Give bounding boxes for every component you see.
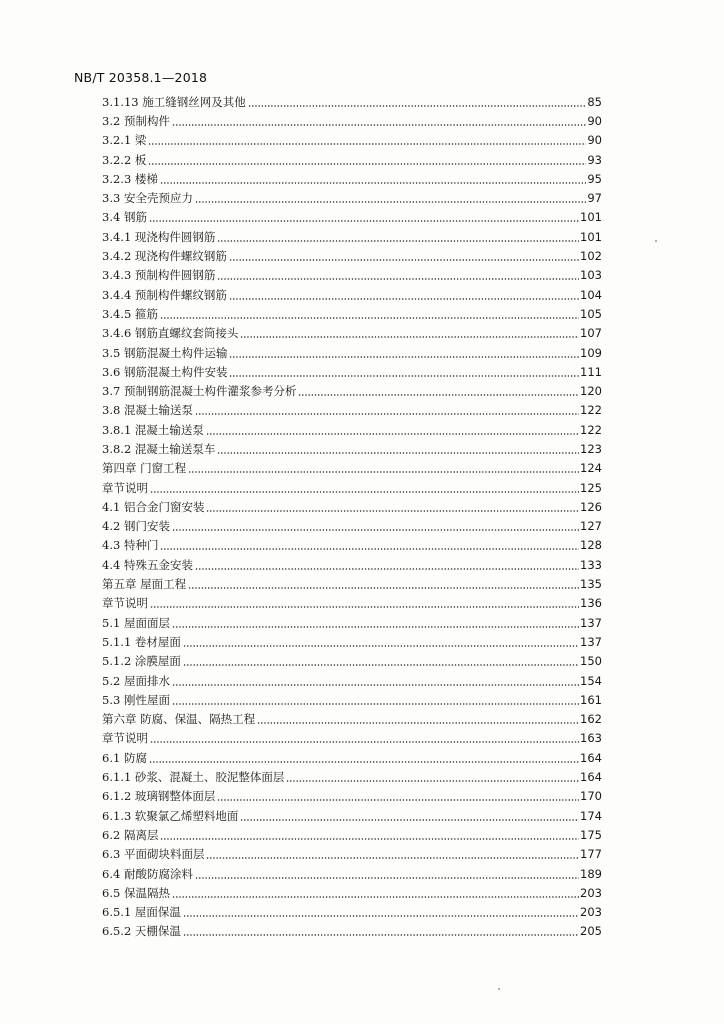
toc-dot-leader (229, 259, 579, 261)
toc-entry-page-number: 109 (580, 345, 602, 360)
toc-entry-title: 3.8.1 混凝土输送泵 (102, 422, 204, 437)
toc-dot-leader (217, 452, 579, 454)
toc-entry-title: 3.2.2 板 (102, 152, 147, 167)
toc-dot-leader (150, 491, 579, 493)
toc-entry-page-number: 150 (580, 654, 602, 669)
toc-entry-title: 3.4.4 预制构件螺纹钢筋 (102, 287, 227, 302)
toc-entry (102, 381, 602, 400)
document-code-header: NB/T 20358.1—2018 (74, 70, 208, 85)
toc-entry-page-number: 111 (580, 364, 602, 379)
toc-entry-page-number: 120 (580, 384, 602, 399)
toc-entry (102, 594, 602, 613)
toc-dot-leader (172, 529, 579, 531)
toc-entry-page-number: 107 (580, 326, 602, 341)
toc-entry-title: 6.1.2 玻璃钢整体面层 (102, 789, 216, 804)
toc-entry (102, 864, 602, 883)
toc-entry-title: 5.1.1 卷材屋面 (102, 634, 181, 649)
toc-dot-leader (257, 722, 579, 724)
toc-entry-title: 3.7 预制钢筋混凝土构件灌浆参考分析 (102, 384, 297, 399)
toc-entry (102, 748, 602, 767)
toc-entry (102, 497, 602, 516)
toc-entry (102, 478, 602, 497)
toc-entry (102, 131, 602, 150)
toc-entry (102, 825, 602, 844)
toc-entry (102, 517, 602, 536)
toc-entry (102, 208, 602, 227)
toc-dot-leader (229, 298, 579, 300)
toc-entry-title: 3.8 混凝土输送泵 (102, 403, 193, 418)
toc-entry-title: 3.4.1 现浇构件圆钢筋 (102, 229, 216, 244)
toc-entry-page-number: 189 (580, 866, 602, 881)
toc-entry (102, 690, 602, 709)
scan-speck (655, 240, 657, 242)
toc-entry (102, 188, 602, 207)
toc-entry-title: 3.8.2 混凝土输送泵车 (102, 441, 216, 456)
toc-entry-title: 3.1.13 施工缝钢丝网及其他 (102, 94, 246, 109)
toc-entry-title: 3.2.1 梁 (102, 133, 147, 148)
toc-entry-page-number: 101 (580, 229, 602, 244)
toc-entry (102, 710, 602, 729)
toc-entry-page-number: 95 (587, 171, 602, 186)
toc-entry (102, 729, 602, 748)
toc-dot-leader (172, 626, 579, 628)
toc-dot-leader (150, 606, 579, 608)
toc-entry (102, 459, 602, 478)
toc-entry-page-number: 125 (580, 480, 602, 495)
toc-dot-leader (286, 780, 579, 782)
toc-entry (102, 304, 602, 323)
toc-dot-leader (240, 336, 579, 338)
toc-entry-page-number: 103 (580, 268, 602, 283)
toc-entry-title: 第六章 防腐、保温、隔热工程 (102, 712, 256, 727)
toc-entry-title: 章节说明 (102, 596, 148, 611)
toc-entry-title: 3.6 钢筋混凝土构件安装 (102, 364, 228, 379)
toc-entry-page-number: 90 (587, 113, 602, 128)
toc-entry-title: 6.2 隔离层 (102, 827, 159, 842)
toc-entry (102, 227, 602, 246)
toc-entry-title: 6.5.2 天棚保温 (102, 924, 181, 939)
toc-entry (102, 150, 602, 169)
toc-entry (102, 111, 602, 130)
toc-dot-leader (195, 568, 579, 570)
toc-entry-page-number: 163 (580, 731, 602, 746)
toc-entry-page-number: 133 (580, 557, 602, 572)
toc-entry-title: 6.1.3 软聚氯乙烯塑料地面 (102, 808, 239, 823)
toc-entry (102, 845, 602, 864)
toc-entry-page-number: 174 (580, 808, 602, 823)
toc-entry (102, 767, 602, 786)
toc-entry-page-number: 170 (580, 789, 602, 804)
toc-dot-leader (188, 471, 579, 473)
toc-entry (102, 632, 602, 651)
toc-entry-page-number: 175 (580, 827, 602, 842)
toc-entry (102, 574, 602, 593)
toc-entry-page-number: 137 (580, 634, 602, 649)
toc-entry (102, 169, 602, 188)
toc-entry (102, 343, 602, 362)
toc-entry-page-number: 177 (580, 847, 602, 862)
toc-entry-title: 3.4.5 箍筋 (102, 306, 158, 321)
toc-entry-page-number: 105 (580, 306, 602, 321)
toc-entry-title: 6.5.1 屋面保温 (102, 905, 181, 920)
toc-entry-page-number: 93 (587, 152, 602, 167)
toc-dot-leader (160, 838, 579, 840)
toc-entry-title: 第四章 门窗工程 (102, 461, 187, 476)
toc-entry (102, 652, 602, 671)
toc-entry (102, 324, 602, 343)
toc-entry-page-number: 122 (580, 403, 602, 418)
toc-dot-leader (217, 278, 579, 280)
toc-entry-title: 章节说明 (102, 731, 148, 746)
toc-dot-leader (149, 761, 579, 763)
toc-entry-title: 4.1 铝合金门窗安装 (102, 499, 205, 514)
toc-entry-page-number: 203 (580, 905, 602, 920)
toc-entry-page-number: 85 (587, 94, 602, 109)
toc-entry-page-number: 97 (587, 191, 602, 206)
toc-entry-page-number: 137 (580, 615, 602, 630)
toc-entry-title: 5.1.2 涂膜屋面 (102, 654, 181, 669)
toc-entry-page-number: 161 (580, 692, 602, 707)
toc-entry-title: 3.5 钢筋混凝土构件运输 (102, 345, 228, 360)
toc-entry-page-number: 101 (580, 210, 602, 225)
toc-entry-title: 3.4.6 钢筋直螺纹套筒接头 (102, 326, 239, 341)
toc-entry-page-number: 154 (580, 673, 602, 688)
toc-dot-leader (160, 182, 586, 184)
toc-dot-leader (248, 105, 587, 107)
toc-dot-leader (188, 587, 579, 589)
toc-dot-leader (195, 413, 579, 415)
toc-entry-title: 5.1 屋面面层 (102, 615, 170, 630)
toc-dot-leader (229, 356, 579, 358)
toc-entry-title: 6.3 平面砌块料面层 (102, 847, 205, 862)
toc-dot-leader (149, 220, 579, 222)
toc-entry-title: 3.4.2 现浇构件螺纹钢筋 (102, 249, 227, 264)
toc-dot-leader (206, 857, 579, 859)
toc-entry-page-number: 135 (580, 577, 602, 592)
toc-entry (102, 266, 602, 285)
toc-dot-leader (229, 375, 579, 377)
toc-entry (102, 401, 602, 420)
toc-dot-leader (183, 915, 579, 917)
scan-speck (498, 988, 500, 990)
toc-entry-page-number: 102 (580, 249, 602, 264)
toc-entry-page-number: 205 (580, 924, 602, 939)
toc-entry-title: 4.3 特种门 (102, 538, 159, 553)
toc-entry (102, 902, 602, 921)
toc-entry (102, 883, 602, 902)
toc-entry-page-number: 90 (587, 133, 602, 148)
toc-dot-leader (160, 548, 579, 550)
toc-entry-title: 3.2.3 楼梯 (102, 171, 158, 186)
toc-dot-leader (206, 510, 579, 512)
toc-entry-title: 6.4 耐酸防腐涂料 (102, 866, 193, 881)
toc-entry-title: 5.2 屋面排水 (102, 673, 170, 688)
toc-entry-page-number: 128 (580, 538, 602, 553)
toc-entry (102, 439, 602, 458)
toc-entry-title: 6.5 保温隔热 (102, 885, 170, 900)
toc-dot-leader (183, 645, 579, 647)
toc-entry (102, 536, 602, 555)
toc-entry-page-number: 164 (580, 750, 602, 765)
toc-entry (102, 285, 602, 304)
toc-entry (102, 362, 602, 381)
toc-entry-title: 第五章 屋面工程 (102, 577, 187, 592)
toc-entry-page-number: 136 (580, 596, 602, 611)
toc-dot-leader (172, 124, 586, 126)
toc-dot-leader (183, 934, 579, 936)
toc-dot-leader (217, 799, 579, 801)
table-of-contents (102, 92, 602, 941)
toc-dot-leader (172, 896, 579, 898)
toc-entry (102, 787, 602, 806)
toc-entry (102, 420, 602, 439)
toc-entry-page-number: 164 (580, 770, 602, 785)
toc-entry-title: 6.1.1 砂浆、混凝土、胶泥整体面层 (102, 770, 285, 785)
toc-dot-leader (217, 240, 579, 242)
toc-dot-leader (172, 684, 579, 686)
toc-entry (102, 246, 602, 265)
toc-dot-leader (195, 877, 579, 879)
toc-dot-leader (148, 143, 586, 145)
toc-entry (102, 613, 602, 632)
toc-entry-title: 4.2 钢门安装 (102, 519, 170, 534)
toc-entry-page-number: 126 (580, 499, 602, 514)
toc-entry-title: 章节说明 (102, 480, 148, 495)
toc-dot-leader (150, 741, 579, 743)
toc-dot-leader (240, 819, 579, 821)
toc-entry (102, 555, 602, 574)
toc-entry-title: 3.4.3 预制构件圆钢筋 (102, 268, 216, 283)
toc-entry-page-number: 104 (580, 287, 602, 302)
toc-entry-page-number: 124 (580, 461, 602, 476)
toc-entry-title: 3.2 预制构件 (102, 113, 170, 128)
toc-entry (102, 671, 602, 690)
toc-entry (102, 806, 602, 825)
toc-entry-page-number: 127 (580, 519, 602, 534)
toc-entry-title: 6.1 防腐 (102, 750, 147, 765)
toc-entry-page-number: 162 (580, 712, 602, 727)
toc-entry-title: 5.3 刚性屋面 (102, 692, 170, 707)
toc-entry-page-number: 123 (580, 441, 602, 456)
toc-entry-title: 3.4 钢筋 (102, 210, 147, 225)
toc-dot-leader (172, 703, 579, 705)
toc-entry (102, 92, 602, 111)
toc-dot-leader (206, 433, 579, 435)
toc-entry-page-number: 122 (580, 422, 602, 437)
toc-dot-leader (148, 163, 586, 165)
toc-dot-leader (160, 317, 579, 319)
toc-entry-title: 4.4 特殊五金安装 (102, 557, 193, 572)
toc-dot-leader (298, 394, 579, 396)
toc-entry (102, 922, 602, 941)
toc-dot-leader (183, 664, 579, 666)
toc-dot-leader (195, 201, 586, 203)
toc-entry-title: 3.3 安全壳预应力 (102, 191, 193, 206)
toc-entry-page-number: 203 (580, 885, 602, 900)
